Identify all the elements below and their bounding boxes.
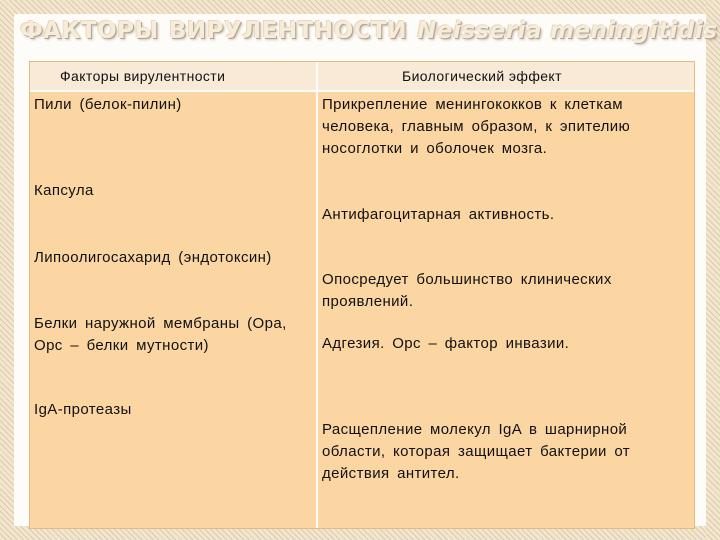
column-divider: [316, 62, 318, 528]
factor-los: Липоолигосахарид (эндотоксин): [34, 249, 272, 266]
effect-antiphagocytic: Антифагоцитарная активность.: [322, 206, 555, 223]
effect-adhesion: Прикрепление менингококков к клеткам человека, главным образом, к эпителию носоглотки и оболочек мозга.: [322, 96, 631, 157]
title-word-1: ФАКТОРЫ: [20, 18, 159, 44]
header-effect: Биологический эффект: [402, 68, 562, 84]
factor-iga-protease: IgA-протеазы: [34, 401, 132, 418]
factor-pili: Пили (белок-пилин): [34, 96, 182, 113]
title-species: meningitidis: [550, 18, 718, 44]
virulence-table: [29, 61, 695, 529]
effect-iga-cleavage: Расщепление молекул IgA в шарнирной области, которая защищает бактерии от действия антител.: [322, 421, 631, 482]
header-factors: Факторы вирулентности: [60, 68, 226, 84]
slide-title: [20, 18, 718, 44]
frame-left: [0, 0, 14, 540]
title-genus: Neisseria: [417, 18, 543, 44]
effect-invasion: Адгезия. Opc – фактор инвазии.: [322, 335, 570, 352]
frame-right: [706, 0, 720, 540]
factor-outer-membrane-proteins: Белки наружной мембраны (Opa, Opc – белки мутности): [34, 315, 287, 354]
frame-top: [0, 0, 720, 14]
factor-capsule: Капсула: [34, 182, 94, 199]
effect-clinical: Опосредует большинство клинических проявлений.: [322, 271, 612, 310]
title-word-2: ВИРУЛЕНТНОСТИ: [168, 18, 408, 44]
